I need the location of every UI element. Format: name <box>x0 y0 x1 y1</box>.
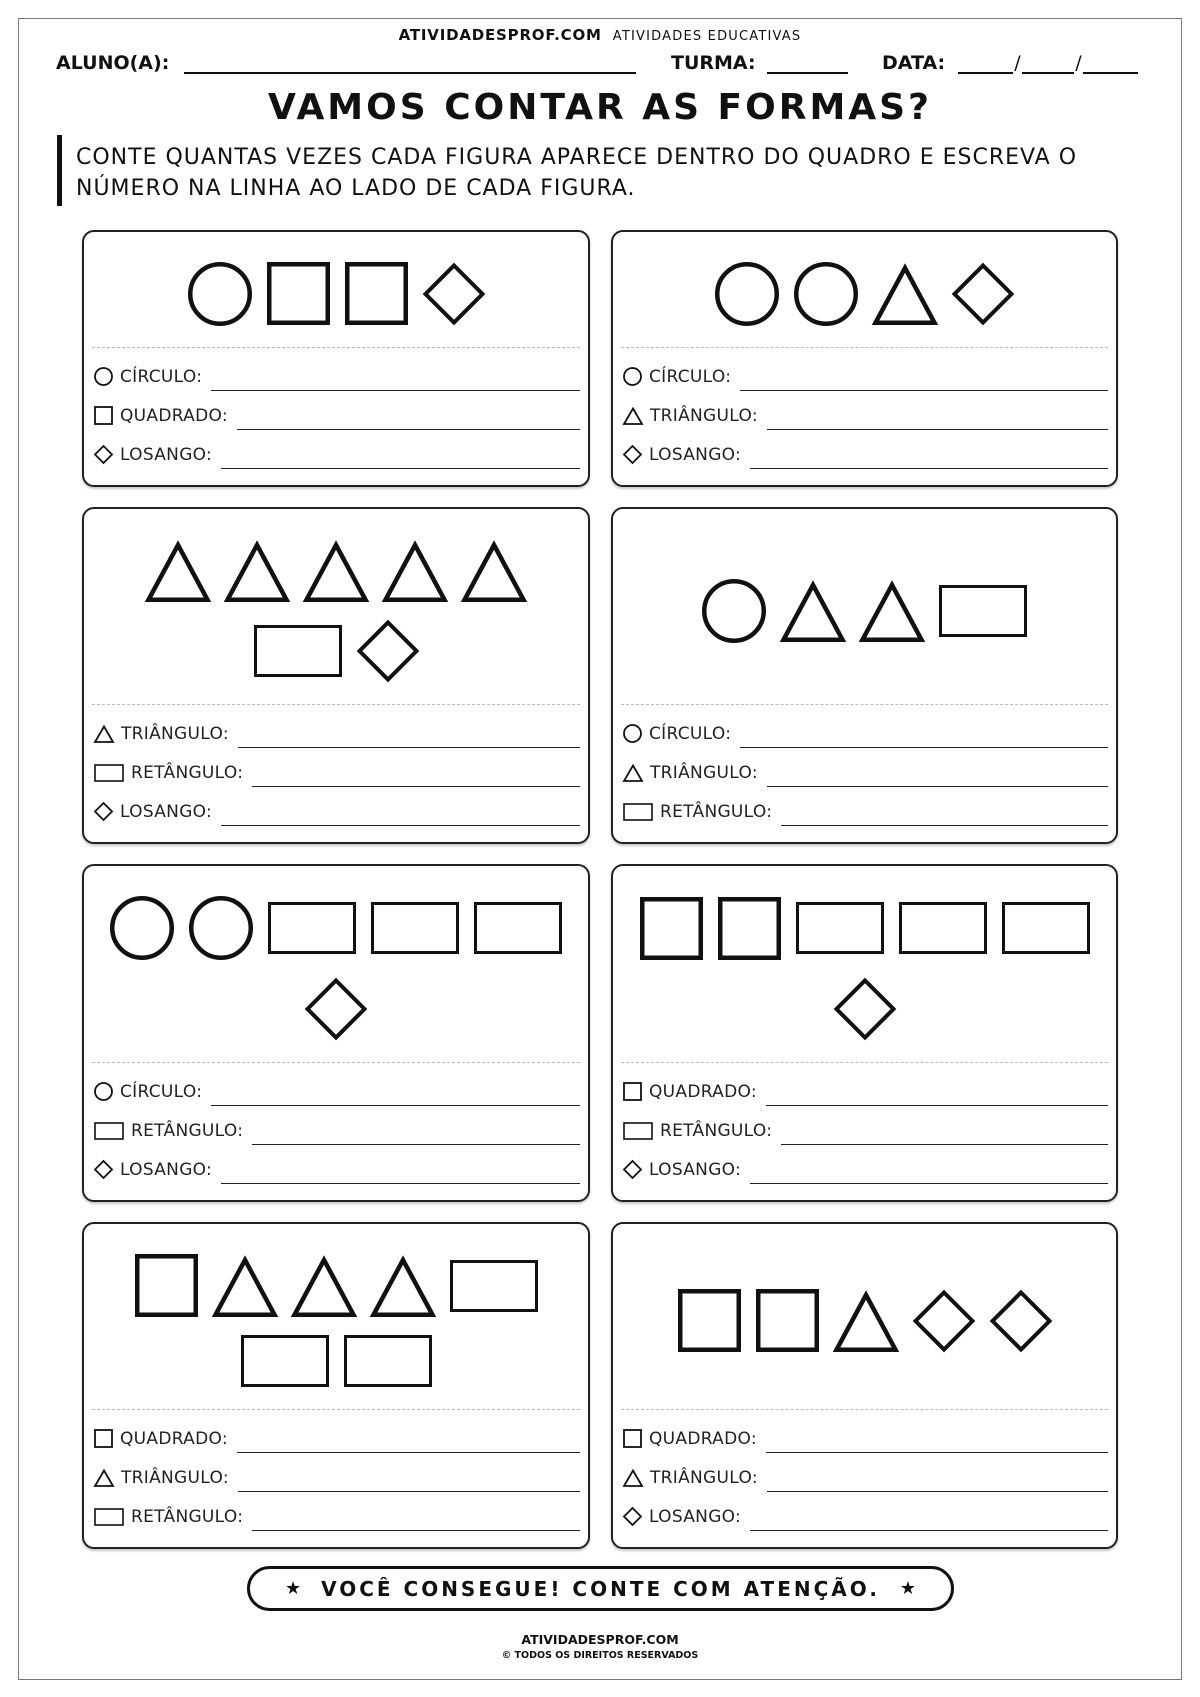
cards-grid <box>82 230 1118 1549</box>
instructions-line: CONTE QUANTAS VEZES CADA FIGURA APARECE DENTRO DO QUADRO E ESCREVA O <box>76 145 1078 170</box>
answer-row-circle <box>92 1072 580 1111</box>
answer-label: QUADRADO: <box>649 1081 757 1102</box>
diamond-icon <box>94 802 113 821</box>
shapes-area <box>613 232 1116 347</box>
answer-line[interactable] <box>221 468 580 469</box>
answer-label: QUADRADO: <box>120 405 228 426</box>
square-shape <box>345 262 408 325</box>
shape-row <box>305 978 367 1040</box>
answer-line[interactable] <box>750 468 1108 469</box>
answer-row-rectangle <box>92 1497 580 1536</box>
square-icon <box>94 406 113 425</box>
date-year-field[interactable] <box>1083 52 1138 74</box>
answer-line[interactable] <box>238 747 580 748</box>
rectangle-shape <box>450 1260 538 1312</box>
circle-shape <box>794 262 858 326</box>
answer-line[interactable] <box>237 429 580 430</box>
answer-row-rectangle <box>92 1111 580 1150</box>
rectangle-shape <box>241 1335 329 1387</box>
answer-row-rectangle <box>621 1111 1108 1150</box>
date-month-field[interactable] <box>1022 52 1074 74</box>
diamond-shape <box>357 620 419 682</box>
triangle-shape <box>834 1290 898 1352</box>
rectangle-shape <box>899 902 987 954</box>
diamond-shape <box>305 978 367 1040</box>
triangle-shape <box>860 580 924 642</box>
site-header <box>0 26 1200 46</box>
answer-section <box>92 704 580 842</box>
triangle-icon <box>623 1469 643 1487</box>
shape-row <box>834 978 896 1040</box>
banner-message: VOCÊ CONSEGUE! CONTE COM ATENÇÃO. <box>321 1576 880 1601</box>
square-shape <box>678 1289 741 1352</box>
answer-label: CÍRCULO: <box>120 366 203 387</box>
date-separator: / <box>1014 52 1021 74</box>
rectangle-shape <box>254 625 342 677</box>
answer-label: LOSANGO: <box>120 444 213 465</box>
answer-line[interactable] <box>740 390 1108 391</box>
answer-line[interactable] <box>211 1105 580 1106</box>
answer-label: CÍRCULO: <box>649 723 732 744</box>
shapes-area <box>84 1224 588 1409</box>
triangle-shape <box>383 540 447 602</box>
diamond-icon <box>623 445 642 464</box>
diamond-shape <box>952 263 1014 325</box>
site-name: ATIVIDADESPROF.COM <box>398 26 602 44</box>
date-label: DATA: <box>882 52 946 74</box>
triangle-icon <box>623 407 643 425</box>
shape-row <box>241 1335 432 1387</box>
circle-shape <box>189 896 253 960</box>
square-shape <box>718 897 781 960</box>
answer-row-circle <box>621 714 1108 753</box>
answer-label: LOSANGO: <box>649 1506 742 1527</box>
shape-row <box>640 897 1090 960</box>
circle-shape <box>715 262 779 326</box>
answer-line[interactable] <box>252 1530 580 1531</box>
shape-row <box>254 620 419 682</box>
diamond-shape <box>990 1290 1052 1352</box>
shape-row <box>110 896 562 960</box>
triangle-shape <box>146 540 210 602</box>
square-icon <box>623 1082 642 1101</box>
shapes-area <box>613 1224 1116 1409</box>
shape-card <box>611 507 1118 844</box>
answer-row-diamond <box>92 792 580 831</box>
answer-row-square <box>92 396 580 435</box>
shape-row <box>135 1254 538 1317</box>
square-shape <box>267 262 330 325</box>
answer-label: CÍRCULO: <box>120 1081 203 1102</box>
instructions-line: NÚMERO NA LINHA AO LADO DE CADA FIGURA. <box>76 176 636 201</box>
answer-row-triangle <box>92 714 580 753</box>
triangle-shape <box>781 580 845 642</box>
answer-line[interactable] <box>237 1452 580 1453</box>
answer-label: TRIÂNGULO: <box>121 723 229 744</box>
shape-row <box>715 262 1014 326</box>
encouragement-banner <box>247 1566 954 1611</box>
answer-line[interactable] <box>766 1452 1108 1453</box>
class-label: TURMA: <box>671 52 756 74</box>
square-icon <box>94 1429 113 1448</box>
answer-section <box>92 347 580 485</box>
square-shape <box>640 897 703 960</box>
page-title: VAMOS CONTAR AS FORMAS? <box>268 87 932 128</box>
answer-label: LOSANGO: <box>120 1159 213 1180</box>
triangle-icon <box>94 725 114 743</box>
triangle-shape <box>213 1255 277 1317</box>
shapes-area <box>613 509 1116 704</box>
square-shape <box>135 1254 198 1317</box>
diamond-icon <box>623 1507 642 1526</box>
shape-row <box>678 1289 1052 1352</box>
answer-line[interactable] <box>767 429 1108 430</box>
answer-line[interactable] <box>781 1144 1108 1145</box>
diamond-icon <box>94 1160 113 1179</box>
shape-card <box>611 864 1118 1202</box>
answer-label: TRIÂNGULO: <box>121 1467 229 1488</box>
circle-icon <box>623 367 642 386</box>
answer-row-diamond <box>621 1150 1108 1189</box>
answer-section <box>92 1409 580 1547</box>
answer-line[interactable] <box>781 825 1108 826</box>
answer-line[interactable] <box>750 1530 1108 1531</box>
answer-line[interactable] <box>252 786 580 787</box>
answer-line[interactable] <box>221 1183 580 1184</box>
triangle-icon <box>94 1469 114 1487</box>
answer-row-diamond <box>92 435 580 474</box>
answer-label: RETÂNGULO: <box>660 1120 773 1141</box>
answer-label: CÍRCULO: <box>649 366 732 387</box>
answer-row-circle <box>621 357 1108 396</box>
triangle-shape <box>371 1255 435 1317</box>
answer-label: RETÂNGULO: <box>660 801 773 822</box>
shape-card <box>82 1222 590 1549</box>
shape-card <box>82 230 590 487</box>
diamond-icon <box>94 445 113 464</box>
answer-section <box>621 1062 1108 1200</box>
diamond-icon <box>623 1160 642 1179</box>
answer-row-triangle <box>621 1458 1108 1497</box>
triangle-shape <box>225 540 289 602</box>
answer-row-triangle <box>621 753 1108 792</box>
footer-copyright: © TODOS OS DIREITOS RESERVADOS <box>501 1650 699 1661</box>
answer-section <box>621 704 1108 842</box>
answer-row-square <box>621 1419 1108 1458</box>
answer-label: RETÂNGULO: <box>131 1120 244 1141</box>
rectangle-icon <box>94 1122 124 1140</box>
answer-row-rectangle <box>92 753 580 792</box>
triangle-shape <box>873 263 937 325</box>
rectangle-shape <box>1002 902 1090 954</box>
answer-line[interactable] <box>766 1105 1108 1106</box>
answer-label: QUADRADO: <box>120 1428 228 1449</box>
diamond-shape <box>423 263 485 325</box>
answer-line[interactable] <box>750 1183 1108 1184</box>
star-icon: ★ <box>284 1577 302 1599</box>
shape-row <box>702 579 1027 643</box>
answer-line[interactable] <box>211 390 580 391</box>
date-field <box>958 52 1138 74</box>
shape-card <box>611 230 1118 487</box>
circle-shape <box>110 896 174 960</box>
diamond-shape <box>913 1290 975 1352</box>
shape-card <box>611 1222 1118 1549</box>
triangle-icon <box>623 764 643 782</box>
date-separator: / <box>1075 52 1082 74</box>
answer-row-square <box>621 1072 1108 1111</box>
answer-row-circle <box>92 357 580 396</box>
square-icon <box>623 1429 642 1448</box>
star-icon: ★ <box>899 1577 917 1599</box>
answer-row-diamond <box>92 1150 580 1189</box>
answer-row-diamond <box>621 435 1108 474</box>
shapes-area <box>84 509 588 704</box>
rectangle-shape <box>268 902 356 954</box>
answer-section <box>621 347 1108 485</box>
rectangle-icon <box>94 1508 124 1526</box>
circle-icon <box>94 1082 113 1101</box>
rectangle-icon <box>94 764 124 782</box>
circle-shape <box>188 262 252 326</box>
answer-line[interactable] <box>221 825 580 826</box>
rectangle-shape <box>796 902 884 954</box>
shapes-area <box>613 866 1116 1062</box>
instructions <box>76 142 1077 204</box>
date-day-field[interactable] <box>958 52 1013 74</box>
square-shape <box>756 1289 819 1352</box>
triangle-shape <box>462 540 526 602</box>
student-label: ALUNO(A): <box>56 52 170 74</box>
shape-row <box>146 540 526 602</box>
answer-label: LOSANGO: <box>120 801 213 822</box>
circle-shape <box>702 579 766 643</box>
answer-label: RETÂNGULO: <box>131 762 244 783</box>
answer-section <box>92 1062 580 1200</box>
footer-site-name: ATIVIDADESPROF.COM <box>521 1632 679 1647</box>
instructions-accent-bar <box>57 135 62 206</box>
shape-card <box>82 507 590 844</box>
answer-row-triangle <box>621 396 1108 435</box>
triangle-shape <box>292 1255 356 1317</box>
shape-card <box>82 864 590 1202</box>
answer-label: LOSANGO: <box>649 444 742 465</box>
answer-label: QUADRADO: <box>649 1428 757 1449</box>
answer-line[interactable] <box>767 786 1108 787</box>
rectangle-icon <box>623 803 653 821</box>
answer-line[interactable] <box>238 1491 580 1492</box>
shape-row <box>188 262 485 326</box>
shapes-area <box>84 866 588 1062</box>
answer-section <box>621 1409 1108 1547</box>
class-field[interactable] <box>767 72 848 74</box>
answer-label: RETÂNGULO: <box>131 1506 244 1527</box>
diamond-shape <box>834 978 896 1040</box>
answer-label: TRIÂNGULO: <box>650 405 758 426</box>
shapes-area <box>84 232 588 347</box>
answer-label: LOSANGO: <box>649 1159 742 1180</box>
triangle-shape <box>304 540 368 602</box>
answer-label: TRIÂNGULO: <box>650 1467 758 1488</box>
rectangle-shape <box>939 585 1027 637</box>
site-tagline: ATIVIDADES EDUCATIVAS <box>612 29 802 44</box>
circle-icon <box>623 724 642 743</box>
answer-row-square <box>92 1419 580 1458</box>
answer-label: TRIÂNGULO: <box>650 762 758 783</box>
answer-line[interactable] <box>767 1491 1108 1492</box>
answer-row-diamond <box>621 1497 1108 1536</box>
answer-line[interactable] <box>252 1144 580 1145</box>
answer-line[interactable] <box>740 747 1108 748</box>
rectangle-icon <box>623 1122 653 1140</box>
student-name-field[interactable] <box>184 72 636 74</box>
rectangle-shape <box>371 902 459 954</box>
answer-row-triangle <box>92 1458 580 1497</box>
rectangle-shape <box>474 902 562 954</box>
answer-row-rectangle <box>621 792 1108 831</box>
rectangle-shape <box>344 1335 432 1387</box>
circle-icon <box>94 367 113 386</box>
